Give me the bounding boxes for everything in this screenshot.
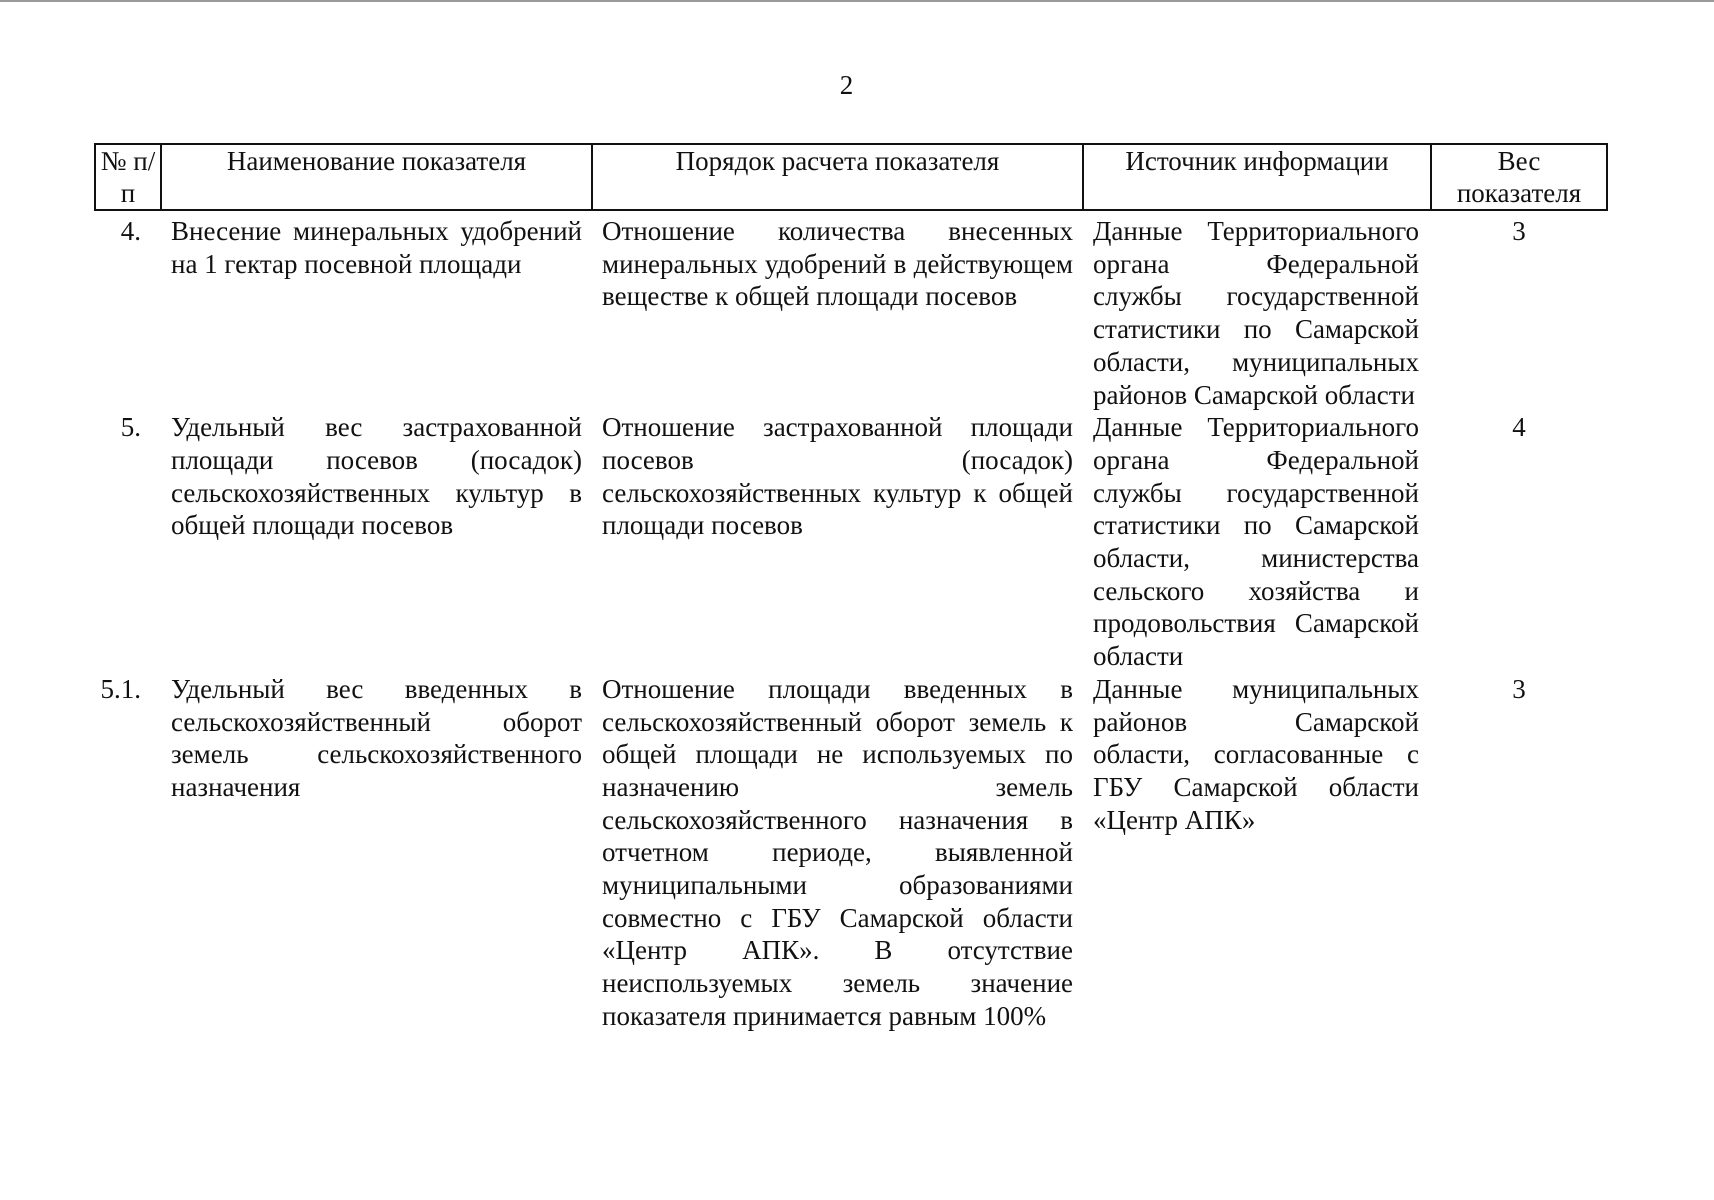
calculation-method: Отношение застрахованной площади посевов (посадок) сельскохозяйственных культур к общей площади посевов — [602, 412, 1073, 541]
indicator-name: Удельный вес введенных в сельскохозяйственный оборот земель сельскохозяйственного назначения — [171, 673, 582, 802]
information-source: Данные Территориального органа Федеральной службы государственной статистики по Самарской области, муниципальных районов Самарской области — [1093, 216, 1419, 410]
indicator-weight: 3 — [1512, 216, 1526, 246]
table-row — [95, 411, 1607, 673]
header-name: Наименование показателя — [161, 144, 592, 210]
header-method: Порядок расчета показателя — [592, 144, 1083, 210]
header-weight: Вес показателя — [1431, 144, 1607, 210]
calculation-method: Отношение количества внесенных минеральных удобрений в действующем веществе к общей площади посевов — [602, 216, 1073, 312]
table-row — [95, 673, 1607, 1033]
indicators-table — [94, 143, 1608, 1033]
table-row — [95, 210, 1607, 411]
page-number: 2 — [839, 70, 854, 100]
indicator-weight: 3 — [1512, 673, 1526, 704]
calculation-method: Отношение площади введенных в сельскохозяйственный оборот земель к общей площади не используемых по назначению земель сельскохозяйственного назначения в отчетном периоде, выявленной муниципальными образованиями совместно с ГБУ Самарской области «Центр АПК». В отсутствие неиспользуемых земель значение показателя принимается равным 100% — [602, 673, 1073, 1031]
header-num: № п/п — [95, 144, 161, 210]
indicator-name: Внесение минеральных удобрений на 1 гектар посевной площади — [171, 216, 582, 279]
row-number: 5.1. — [100, 673, 141, 704]
indicator-name: Удельный вес застрахованной площади посевов (посадок) сельскохозяйственных культур в общей площади посевов — [171, 412, 582, 541]
row-number: 5. — [120, 412, 141, 443]
indicator-weight: 4 — [1512, 412, 1526, 443]
table-header — [95, 144, 1607, 210]
row-number: 4. — [120, 216, 141, 246]
header-row — [95, 144, 1607, 210]
page-top-edge — [0, 0, 1714, 2]
header-source: Источник информации — [1083, 144, 1431, 210]
table-body — [95, 210, 1607, 1033]
information-source: Данные Территориального органа Федеральной службы государственной статистики по Самарской области, министерства сельского хозяйства и продовольствия Самарской области — [1093, 412, 1419, 672]
information-source: Данные муниципальных районов Самарской области, согласованные с ГБУ Самарской области «Центр АПК» — [1093, 673, 1419, 835]
